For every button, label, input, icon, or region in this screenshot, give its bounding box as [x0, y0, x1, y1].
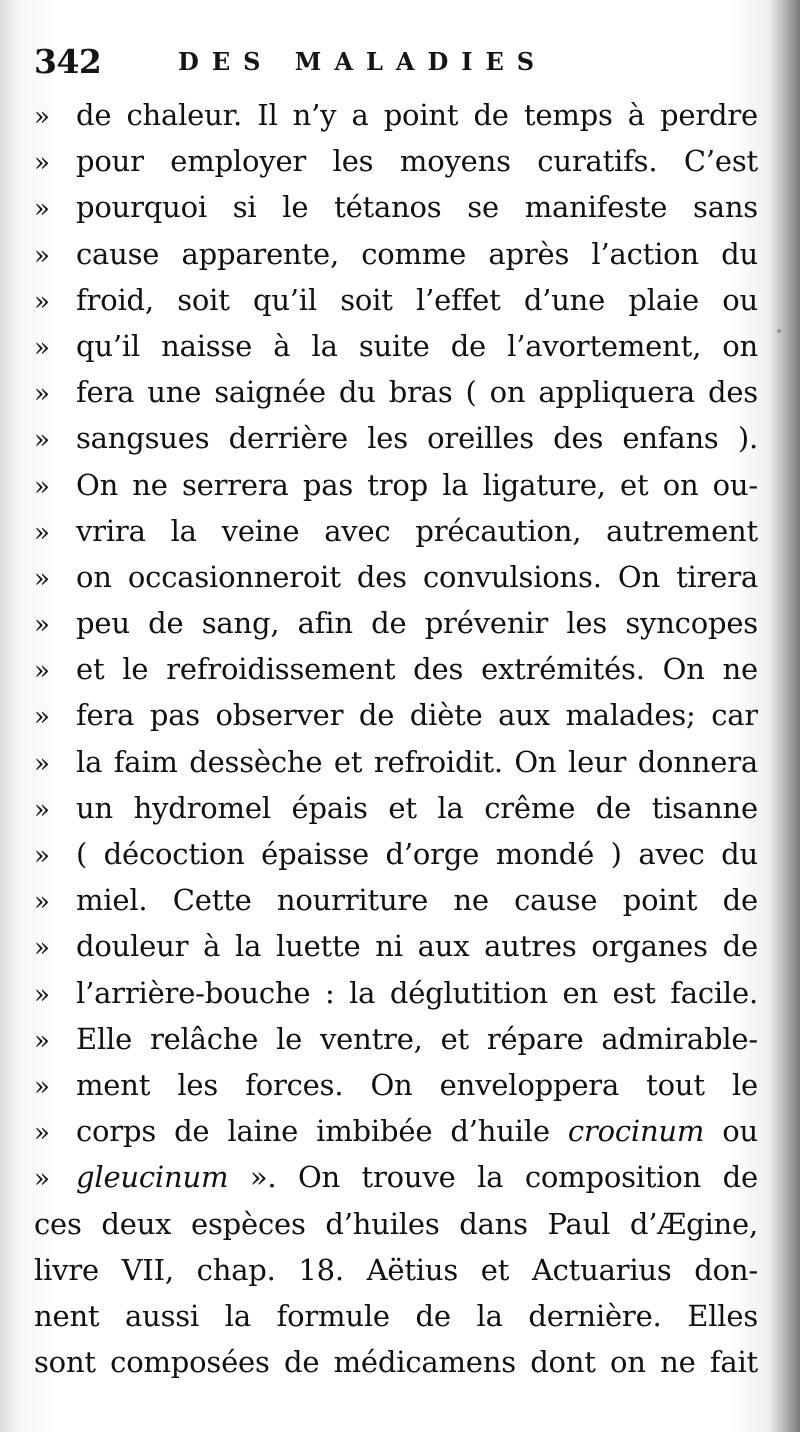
line-text: un hydromel épais et la crême de tisanne: [76, 790, 758, 825]
text-line-20: [34, 970, 758, 1016]
quote-mark: »: [34, 332, 47, 363]
page-number: 342: [34, 42, 102, 81]
text-line-18: [34, 877, 758, 923]
line-text: Elle relâche le ventre, et répare admirable-: [76, 1021, 758, 1056]
quote-mark: »: [34, 379, 47, 410]
line-text: cause apparente, comme après l’action du: [76, 236, 758, 271]
line-text: ment les forces. On enveloppera tout le: [76, 1067, 758, 1102]
text-line-10: [34, 508, 758, 554]
line-text: nent aussi la formule de la dernière. Elles: [34, 1298, 758, 1333]
line-text: froid, soit qu’il soit l’effet d’une plaie ou: [76, 282, 758, 317]
quote-mark: »: [34, 471, 47, 502]
quote-mark: »: [34, 148, 47, 179]
quote-mark: »: [34, 517, 47, 548]
line-text-after-italic: ou: [704, 1114, 758, 1149]
line-text: et le refroidissement des extrémités. On ne: [76, 652, 758, 687]
text-line-1: [34, 92, 758, 138]
text-line-24: [34, 1154, 758, 1200]
line-text: ces deux espèces d’huiles dans Paul d’Ægine,: [34, 1206, 758, 1241]
line-text: ( décoction épaisse d’orge mondé ) avec du: [76, 837, 758, 871]
text-line-22: [34, 1062, 758, 1108]
quote-mark: »: [34, 702, 47, 733]
quote-mark: »: [34, 841, 47, 871]
line-text: On ne serrera pas trop la ligature, et on ou-: [76, 467, 758, 502]
quote-mark: »: [34, 240, 47, 271]
line-text: peu de sang, afin de prévenir les syncopes: [76, 606, 758, 641]
text-line-11: [34, 554, 758, 600]
text-line-27: [34, 1293, 758, 1339]
line-text: de chaleur. Il n’y a point de temps à perdre: [76, 98, 758, 132]
text-line-3: [34, 184, 758, 230]
text-line-16: [34, 785, 758, 831]
text-line-5: [34, 277, 758, 323]
quote-mark: »: [34, 1071, 47, 1102]
text-line-8: [34, 415, 758, 461]
quote-mark: »: [34, 286, 47, 317]
text-line-13: [34, 646, 758, 692]
line-text: qu’il naisse à la suite de l’avortement, on: [76, 328, 758, 363]
line-text: vrira la veine avec précaution, autrement: [76, 513, 758, 548]
quote-mark: »: [34, 1118, 47, 1149]
line-text: douleur à la luette ni aux autres organes de: [76, 929, 758, 964]
quote-mark: »: [34, 748, 47, 779]
quote-mark: »: [34, 194, 47, 225]
text-line-7: [34, 369, 758, 415]
text-line-28: [34, 1339, 758, 1385]
line-text: fera pas observer de diète aux malades; car: [76, 698, 758, 733]
text-line-9: [34, 462, 758, 508]
line-text-after-italic: ». On trouve la composition de: [228, 1160, 758, 1195]
body-text: [34, 92, 758, 1385]
text-line-26: [34, 1247, 758, 1293]
italic-term-crocinum: crocinum: [567, 1114, 705, 1149]
paper-speck: [777, 329, 781, 333]
quote-mark: »: [34, 656, 47, 687]
text-line-2: [34, 138, 758, 184]
running-head: DES MALADIES: [178, 47, 548, 76]
line-text-before-italic: corps de laine imbibée d’huile: [76, 1114, 568, 1149]
italic-term-gleucinum: gleucinum: [76, 1160, 229, 1195]
text-line-4: [34, 231, 758, 277]
quote-mark: »: [34, 102, 47, 132]
text-line-12: [34, 600, 758, 646]
quote-mark: »: [34, 794, 47, 825]
line-text: sangsues derrière les oreilles des enfans ).: [76, 421, 758, 456]
quote-mark: »: [34, 979, 47, 1010]
page-header: [34, 40, 754, 84]
text-line-23: [34, 1108, 758, 1154]
line-text: la faim dessèche et refroidit. On leur donnera: [76, 744, 758, 779]
quote-mark: »: [34, 887, 47, 918]
text-line-6: [34, 323, 758, 369]
text-line-14: [34, 692, 758, 738]
quote-mark: »: [34, 563, 47, 594]
quote-mark: »: [34, 425, 47, 456]
quote-mark: »: [34, 933, 47, 964]
line-text: on occasionneroit des convulsions. On tirera: [76, 559, 758, 594]
text-line-25: [34, 1201, 758, 1247]
line-text: pour employer les moyens curatifs. C’est: [76, 144, 758, 179]
quote-mark: »: [34, 1164, 47, 1195]
quote-mark: »: [34, 610, 47, 641]
text-line-21: [34, 1016, 758, 1062]
text-line-19: [34, 923, 758, 969]
line-text: livre VII, chap. 18. Aëtius et Actuarius don-: [34, 1252, 758, 1287]
quote-mark: »: [34, 1025, 47, 1056]
text-line-15: [34, 739, 758, 785]
text-line-17: [34, 831, 758, 877]
line-text: pourquoi si le tétanos se manifeste sans: [76, 190, 758, 225]
line-text: fera une saignée du bras ( on appliquera des: [76, 375, 758, 410]
line-text: l’arrière-bouche : la déglutition en est facile.: [76, 975, 758, 1010]
line-text: miel. Cette nourriture ne cause point de: [76, 883, 758, 918]
line-text: sont composées de médicamens dont on ne fait: [34, 1345, 758, 1380]
